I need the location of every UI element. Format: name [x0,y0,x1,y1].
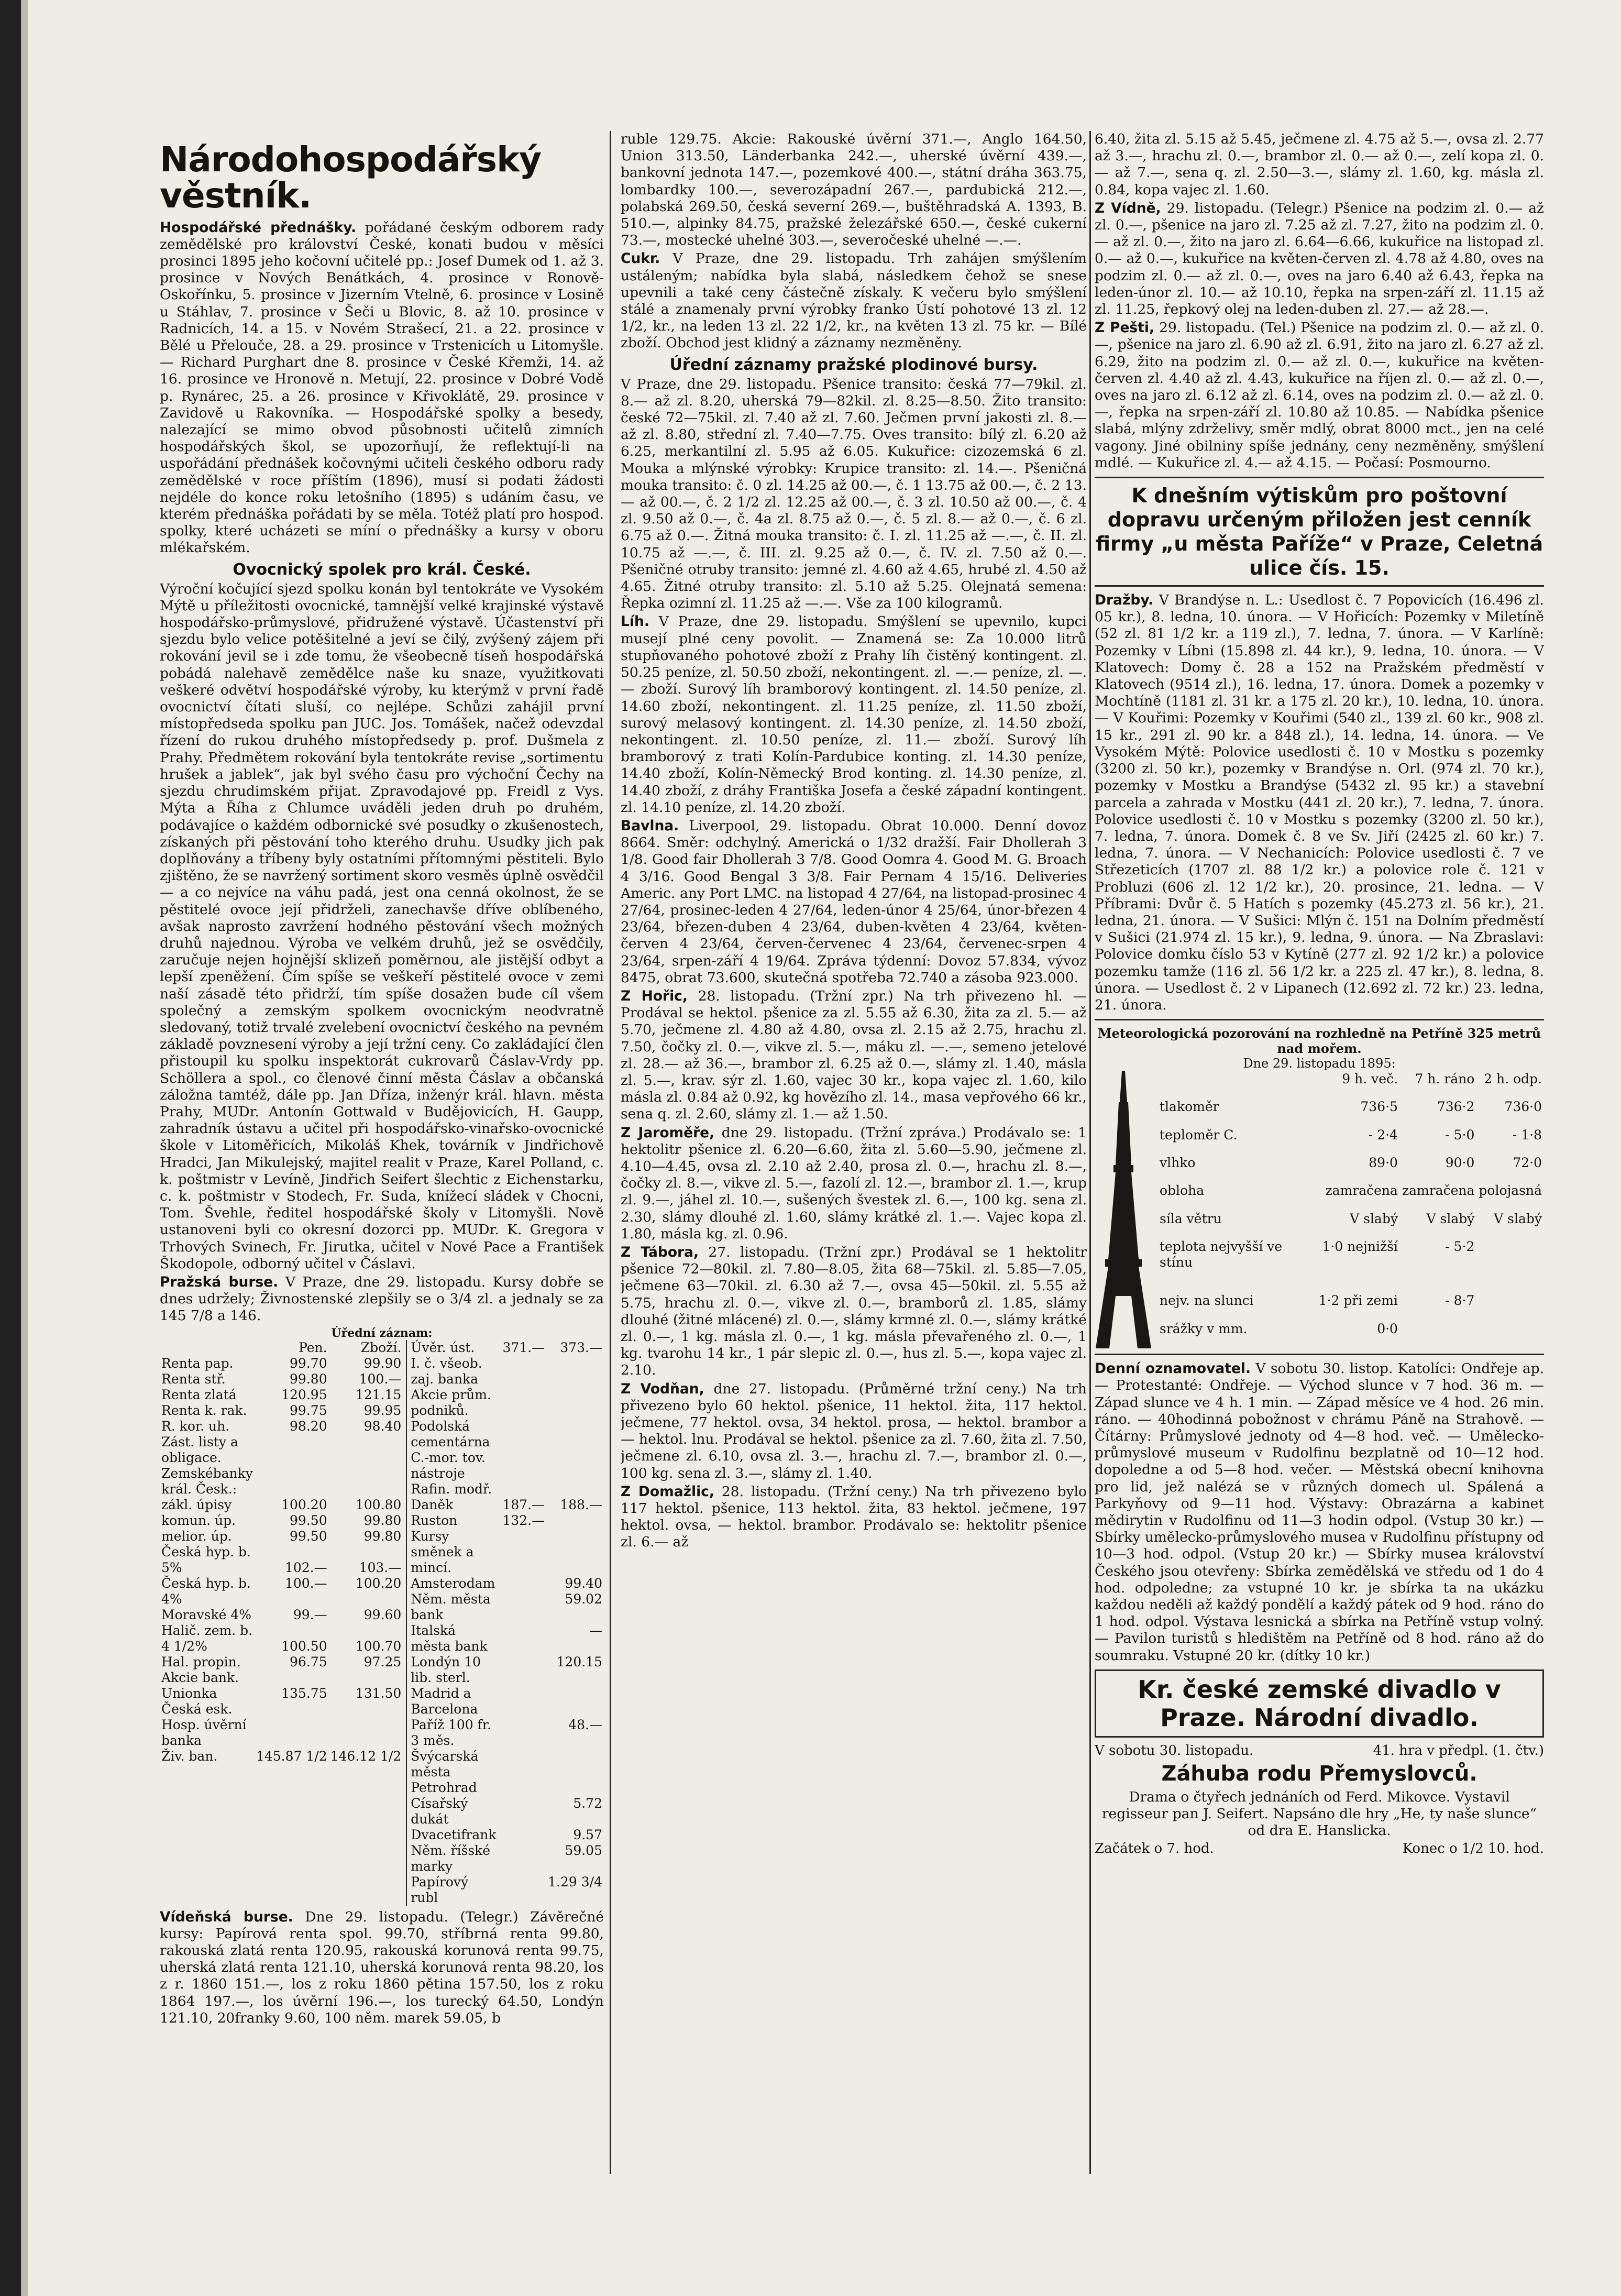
row-value: 99.40 [565,1575,602,1591]
column-header: 7 h. ráno [1415,1071,1475,1087]
row-value: 99.— [293,1607,327,1622]
row-value [1400,1321,1476,1348]
table-row [160,1466,403,1497]
row-label: zákl. úpisy [161,1497,232,1512]
play-start: Začátek o 7. hod. [1095,1841,1214,1857]
play-description: Drama o čtyřech jednáních od Ferd. Mikovce. Vystavil regisseur pan J. Seifert. Napsáno dle hry „He, ty naše slunce“ od dra E. Hanslicka. [1101,1788,1537,1839]
row-label: Něm. města bank [411,1591,491,1622]
row-value: 736·0 [1504,1099,1542,1115]
row-value [546,1450,604,1481]
row-value: 100.20 [281,1497,327,1512]
row-value: V slabý [1426,1211,1475,1226]
article-text: V Brandýse n. L.: Usedlost č. 7 Popovicích (16.496 zl. 05 kr.), 8. ledna, 10. února. — V Hořicích: Pozemky v Miletíně (52 zl. 81 1/2 kr. a 119 zl.), 7. ledna, 7. února. — V Karlíně: Pozemky v Líbni (15.898 zl. 44 kr.), 9. ledna, 10. února. — V Klatovech: Domy č. 28 a 152 na Pražském předměstí v Klatovech (9514 zl.), 16. ledna, 17. února. Domek a pozemky v Mochtíně (1181 zl. 31 kr. a 175 zl. 20 kr.), 10. ledna, 10. února. — V Kouřimi: Pozemky v Kouřimi (540 zl., 139 zl. 60 kr., 908 zl. 15 kr., 291 zl. 90 kr. a 848 zl.), 14. ledna, 14. února. — Ve Vysokém Mýtě: Polovice usedlosti č. 10 v Mostku s pozemky (3200 zl. 50 kr.), pozemky v Brandýse n. Orl. (974 zl. 70 kr.), pozemky v Mostku a Brandýse (5432 zl. 95 kr.) a stavební parcela a zahrada v Mostku (441 zl. 20 kr.), 7. ledna, 7. února. Polovice usedlosti č. 10 v Mostku s pozemky (3200 zl. 50 kr.), 7. ledna, 7. února. Domek č. 8 ve Sv. Jiří (2425 zl. 60 kr.) 7. ledna, 7. února. — V Nechanicích: Polovice usedlosti č. 7 ve Střezeticích (1707 zl. 88 1/2 kr.) a polovice role č. 121 v Probluzi (606 zl. 12 1/2 kr.), 20. prosince, 21. ledna. — V Příbrami: Dvůr č. 5 Hatích s pozemky (45.273 zl. 56 kr.), 21. ledna, 21. února. — V Sušici: Mlýn č. 151 na Dolním předměstí v Sušici (21.974 zl. 15 kr.), 9. ledna, 9. února. — Na Zbraslavi: Polovice domku číslo 53 v Kytíně (277 zl. 92 1/2 kr.) a polovice pozemku tamže (116 zl. 56 1/2 kr. a 225 zl. 47 kr.), 8. ledna, 8. února. — Usedlost č. 2 v Lipanech (12.692 zl. 72 kr.) 23. ledna, 21. února. [1095,592,1544,1013]
row-value [255,1434,329,1466]
article-domazlice [621,1484,1087,1551]
row-value: 371.— [502,1339,545,1355]
table-row [409,1450,604,1481]
row-value [501,1874,546,1906]
table-row [160,1576,403,1607]
row-label: obloha [1160,1183,1205,1199]
article-text: 29. listopadu. (Telegr.) Pšenice na podzim zl. 0.— až zl. 0.—, pšenice na jaro zl. 7.25 až zl. 7.27, žito na podzim zl. 0.— až zl. 0.—, žito na jaro zl. 6.64—6.66, kukuřice na listopad zl. 0.— až 0.—, kukuřice na květen-červen zl. 4.78 až 4.80, oves na podzim zl. 0.— až zl. 0.—, oves na jaro 6.40 až 6.43, řepka na leden-únor zl. 10.— až 10.10, řepka na srpen-září zl. 11.15 až zl. 11.25, řepkový olej na leden-duben zl. 27.— až 28.—. [1095,200,1544,318]
article-heading: Úřední záznamy pražské plodinové bursy. [669,355,1038,374]
row-label: Papírový rubl [411,1874,469,1905]
row-label: melior. úp. [161,1528,232,1544]
table-row [409,1717,604,1749]
row-value: 99.70 [290,1355,327,1371]
article-heading: Ovocnický spolek pro král. České. [233,560,531,579]
row-value: 188.— [560,1497,602,1512]
row-label: tlakoměr [1160,1099,1219,1115]
meteo-row [1157,1127,1544,1155]
table-row [409,1796,604,1827]
table-row [160,1419,403,1434]
row-value [255,1670,329,1686]
divider [1095,1354,1544,1355]
article-vodnany [621,1381,1087,1482]
table-row [160,1497,403,1513]
row-value: 99.80 [363,1528,402,1544]
exchange-table [160,1340,604,1906]
row-value: 100.80 [355,1497,402,1512]
row-value: - 2·4 [1368,1127,1398,1142]
article-text: V Praze, dne 29. listopadu. Pšenice transito: česká 77—79kil. zl. 8.— až zl. 8.20, uherská 79—82kil. zl. 8.25—8.50. Žito transito: české 72—75kil. zl. 7.40 až zl. 7.60. Ječmen první jakosti zl. 8.— až zl. 8.80, střední zl. 7.40—7.75. Oves transito: bílý zl. 6.20 až 6.25, merkantilní zl. 5.95 až 6.05. Kukuřice: cizozemská 6 zl. Mouka a mlýnské výrobky: Krupice transito: zl. 14.—. Pšeničná mouka transito: č. 0 zl. 14.25 až 00.—, č. 1 13.75 až 00.—, č. 2 13.— až 00.—, č. 2 1/2 zl. 12.25 až 00.—, č. 3 zl. 10.50 až 00.—, č. 4 zl. 9.50 až 0.—, č. 4a zl. 8.75 až 0.—, č. 5 zl. 8.— až 0.—, č. 6 zl. 6.75 až 0.—. Žitná mouka transito: č. I. zl. 11.25 až —.—, č. II. zl. 10.75 až —.—, č. III. zl. 9.25 až 0.—, č. IV. zl. 7.50 až 0.—. Pšeničné otruby transito: jemné zl. 4.60 až 4.65, hrubé zl. 4.50 až 4.65. Žitné otruby transito: zl. 5.10 až 5.25. Olejnatá semena: Řepka ozimní zl. 11.25 až —.—. Vše za 100 kilogramů. [621,376,1087,612]
row-value: 98.40 [363,1418,402,1434]
row-value: 102.— [284,1559,327,1575]
row-value [501,1387,546,1419]
row-value [329,1466,403,1497]
article-text: Liverpool, 29. listopadu. Obrat 10.000. Denní dovoz 8664. Směr: odchylný. Americká o 1/32 dražší. Fair Dhollerah 3 1/8. Good fair Dhollerah 3 7/8. Good Oomra 4. Good M. G. Broach 4 3/16. Good Bengal 3 3/8. Fair Pernam 4 15/16. Deliveries Americ. any Port LMC. na listopad 4 27/64, na listopad-prosinec 4 27/64, prosinec-leden 4 27/64, leden-únor 4 25/64, únor-březen 4 23/64, březen-duben 4 23/64, duben-květen 4 23/64, květen-červen 4 23/64, červen-červenec 4 23/64, červenec-srpen 4 23/64, srpen-září 4 19/64. Zpráva týdenní: Dovoz 57.834, vývoz 8475, obrat 73.600, skutečná spotřeba 72.740 a zásoba 923.000. [621,817,1087,986]
row-value [255,1701,329,1717]
table-row [409,1623,604,1654]
row-value: 96.75 [290,1654,327,1669]
article-text: dne 29. listopadu. (Tržní zpráva.) Prodávalo se: 1 hektolitr pšenice zl. 6.20—6.60, žita zl. 5.60—5.90, ječmene zl. 4.10—4.45, ovsa zl. 2.10 až 2.40, prosa zl. 0.—, hrachu zl. 8.—, čočky zl. 8.—, vikve zl. 5.—, fazolí zl. 12.—, brambor zl. 1.—, krup zl. 9.—, jáhel zl. 10.—, sušených švestek zl. 6.—, 100 kg. sena zl. 2.30, slámy dlouhé zl. 1.60, slámy krátké zl. 1.—. Vajec kopa zl. 1.80, másla kg. zl. 0.96. [621,1124,1087,1242]
article-heading: Vídeňská burse. [160,1908,293,1925]
column-1 [160,131,604,2028]
table-row [409,1591,604,1623]
play-title: Záhuba rodu Přemyslovců. [1161,1761,1477,1786]
meteo-row [1157,1098,1544,1126]
row-value [501,1481,546,1497]
article-text: V Praze, dne 29. listopadu. Smýšlení se upevnilo, kupci musejí plné ceny povolit. — Znamená se: Za 10.000 litrů stupňovaného pohotové zboží z Prahy líh čistěný kontingent. zl. 50.25 peníze, zl. 50.50 zboží, nekontingent. zl. —.— peníze, zl. —.— zboží. Surový líh bramborový kontingent. zl. 14.50 peníze, zl. 14.60 zboží, nekontingent. zl. 11.25 peníze, zl. 11.50 zboží, surový melasový kontingent. zl. 14.30 peníze, zl. 14.50 zboží, nekontingent. zl. 10.50 peníze, zl. 11.— zboží. Surový líh bramborový z trati Kolín-Pardubice konting. zl. 14.30 peníze, 14.40 zboží, Kolín-Německý Brod konting. zl. 14.30 peníze, zl. 14.40 zboží, z dráhy Františka Josefa a české západní kontingent. zl. 14.10 peníze, zl. 14.20 zboží. [621,613,1087,816]
article-heading: Z Domažlic, [621,1483,714,1500]
article-heading: Z Jaroměře, [621,1124,715,1141]
article-heading: Cukr. [621,250,660,267]
row-value: 89·0 [1369,1155,1398,1171]
row-label: Česká esk. [161,1701,233,1717]
row-value: 5.72 [573,1795,602,1811]
row-value [501,1780,546,1796]
article-text: Dne 29. listopadu. (Telegr.) Závěrečné kursy: Papírová renta spol. 99.70, stříbrná renta 99.80, rakouská zlatá renta 120.95, rakouská korunová renta 99.75, uherská zlatá renta 121.10, uherská korunová renta 98.20, los z r. 1860 151.—, los z roku 1860 pětina 157.50, los z roku 1864 197.—, los úvěrní 196.—, los turecký 64.50, Londýn 121.10, 20franky 9.60, 100 něm. marek 59.05, b [160,1908,604,2026]
table-row [160,1356,403,1371]
theatre-box [1095,1669,1544,1738]
article-text: dne 27. listopadu. (Průměrné tržní ceny.) Na trh přivezeno bylo 60 hektol. pšenice, 11 hektol. žita, 117 hektol. ječmene, 77 hektol. ovsa, 34 hektol. prosa, — hektol. brambor a — hektol. lnu. Prodával se hektol. pšenice za zl. 7.60, žita zl. 7.50, ječmene zl. 6.10, ovsa zl. 3.—, hrachu zl. 7.—, brambor zl. 0.—, 100 kg. sena zl. 3.—, slámy zl. 1.40. [621,1380,1087,1481]
row-value: 99.75 [290,1402,327,1418]
row-label: Podolská cementárna [411,1418,490,1449]
column-3 [1095,131,1544,1856]
row-value [501,1450,546,1481]
column-rule [1089,131,1091,2174]
article-text: pořádané českým odborem rady zemědělské pro království České, konati budou v měsíci prosinci 1895 jeho kočovní učitelé pp.: Josef Dumek od 1. až 3. prosince v Nových Benátkách, 4. prosince v Ronově-Oskořínku, 5. prosince v Jizerním Vtelně, 6. prosince v Losině u Stáhlav, 7. prosince v Šeči u Blovic, 8. až 10. prosince v Radnicích, 14. a 15. v Novém Strašecí, 21. a 22. prosince v Bělé u Přelouče, 28. a 29. prosince v Trstenicích u Litomyšle. — Richard Purghart dne 8. prosince v České Křemži, 14. až 16. prosince ve Hronově n. Metují, 22. prosince v Dobré Vodě p. Rynárec, 25. a 26. prosince v Křivoklátě, 29. prosince v Zavidově u Rakovníka. — Hospodářské spolky a besedy, nalezající se mimo obvod působnosti učitelů zimních hospodářských škol, se upozorňují, že reflektují-li na uspořádání přednášek kočovnými učiteli českého odboru rady zemědělské v roce příštím (1896), musí si podati žádosti nejdéle do konce roku letošního (1895) s udáním času, ve kterém přednáška pořádati by se měla. Totéž platí pro hospod. spolky, které ucházeti se míní o přednášky a kursy v oboru mlékařském. [160,219,604,556]
row-value [501,1591,546,1623]
row-label: Dvacetifrank [411,1827,497,1842]
row-value [255,1623,329,1639]
row-label: teploměr C. [1160,1127,1238,1142]
row-value: 146.12 1/2 [330,1748,402,1764]
row-label: Moravské 4% [161,1607,252,1622]
row-value: 99.50 [290,1528,327,1544]
article-heading: Líh. [621,613,649,630]
row-label: Rafin. modř. [411,1481,492,1497]
row-value [501,1827,546,1843]
row-value [255,1717,329,1749]
theatre-date: V sobotu 30. listopadu. [1095,1742,1254,1759]
row-label: Živ. ban. [161,1748,218,1764]
table-title: Úřední záznam: [331,1326,433,1340]
row-value: 99.95 [363,1402,402,1418]
table-row [409,1481,604,1497]
table-row [160,1670,403,1686]
row-value [546,1481,604,1497]
divider [1095,1019,1544,1020]
meteo-row [1157,1292,1544,1320]
row-label: Renta zlatá [161,1387,237,1402]
article-heading: Z Tábora, [621,1244,699,1260]
article-auctions [1095,592,1544,1014]
meteo-row [1157,1155,1544,1182]
row-value: 187.— [502,1497,545,1512]
meteo-table [1157,1071,1544,1348]
table-row [160,1686,403,1701]
row-value [546,1686,604,1717]
row-value: 48.— [568,1717,602,1732]
row-label: Unionka [161,1685,217,1701]
article-text: ruble 129.75. Akcie: Rakouské úvěrní 371.—, Anglo 164.50, Union 313.50, Länderbanka 242.—, uherské úvěrní 439.—, bankovní jednota 147.—, pozemkové 400.—, státní dráha 363.75, lombardky 100.—, severozápadní 267.—, pardubická 212.—, polabská 269.50, česká severní 269.—, buštěhradská A. 1393, B. 510.—, alpinky 84.75, pražské železářské 650.—, české cukerní 73.—, mostecké uhelné 303.—, severočeské uhelné —.—. [621,131,1087,249]
article-cotton [621,818,1087,986]
row-value: 100.50 [281,1638,327,1654]
row-label: Renta stř. [161,1371,226,1387]
scan-binding-shadow [21,0,28,2296]
row-value [501,1529,546,1576]
table-row [409,1654,604,1686]
row-label: Císařský dukát [411,1795,468,1827]
article-text: Výroční kočující sjezd spolku konán byl tentokráte ve Vysokém Mýtě u příležitosti ovocnické, tamnější velké krajinské výstavě hospodářsko-průmyslové, přidružené výstavě. Účastenství při sjezdu bylo velice potěšitelné a jeví se čilý, zvýšený zájem při rokování jevil se i zde tomu, že všeobecně tíseň hospodářská pobádá nalehavě zemědělce naše ku snaze, využitkovati veškeré odvětví hospodářské výroby, ku kterýmž v první řadě ovocnictví čítati sluší, co nejlépe. Schůzi zahájil první místopředseda spolku pan JUC. Jos. Tomášek, načež odevzdal řízení do rukou druhého místopředsedy p. prof. Dušmela z Prahy. Předmětem rokování byla tentokráte revise „sortimentu hrušek a jablek“, jak byl svého času pro výchoční Čechy na sjezdu chrudimském přijat. Zpravodajové pp. Freidl z Vys. Mýta a Říha z Chlumce uváděli jeden druh po druhém, podávajíce o každém odbornické své posudky o zkušenostech, získaných při pěstování toho kterého druhu. Usudky jich pak doplňovány a tříbeny byly ostatními přítomnými pěstiteli. Bylo zjištěno, že se navržený sortiment skoro vesměs úplně osvědčil — a co nejvíce na váhu padá, jest ona cenná okolnost, že se pěstitelé ovoce její přidrželi, zanechavše dříve oblíbeného, avšak naprosto zavržení hodného pěstování všech možných druhů najednou. Výroba ve velkém druhů, jež se osvědčily, zaručuje nejen hojnější sklizeň poměrnou, ale jistější odbyt a lepší zpeněžení. Čím spíše se veškeří pěstitelé ovoce v zemi naší zásadě této přidrží, tím spíše dosažen bude cíl všem společný a zemským spolkem ovocnickým neodvratně sledovaný, totiž trvalé zvelebení ovocnictví českého na pevném základě povznesení výroby a její tržní ceny. Co zakládající člen přistoupil ku spolku inspektorát cukrovarů Čáslav-Vrdy pp. Schöllera a spol., co členové činní města Čáslav a občanská záložna tamtéž, dále pp. Jan Dříza, inženýr král. hlavn. města Prahy, MUDr. Antonín Gottwald v Budějovicích, H. Gaupp, zahradník ústavu a učitel při hospodářsko-vinařsko-ovocnické škole v Litoměřicích, Mikoláš Khek, továrník v Jindřichově Hradci, Jan Mikulejský, majitel realit v Praze, Karel Polland, c. k. poštmistr v Levíně, Jindřich Seifert šlechtic z Eichenstarku, c. k. poštmistr v Stodech, Fr. Suda, knížecí sládek v Chocni, Tom. Švehle, ředitel hospodářské školy v Litomyšli. Nově ustanoveni byli co okresní dozorci pp. MUDr. K. Gregora v Trhových Svinech, Fr. Jirutka, učitel v Nové Pace a František Škodopole, odborný učitel v Čáslavi. [160,580,604,1272]
row-value: 100.— [284,1575,327,1591]
article-heading: Hospodářské přednášky. [160,219,357,236]
table-row [160,1387,403,1403]
row-label: Londýn 10 lib. sterl. [411,1654,481,1685]
row-value: 131.50 [355,1685,402,1701]
row-label: I. č. všeob. zaj. banka [411,1355,482,1387]
table-row [160,1701,403,1717]
table-row [160,1654,403,1670]
table-row [160,1560,403,1576]
table-row [409,1513,604,1529]
article-horice [621,988,1087,1123]
row-label: Úvěr. úst. [411,1339,475,1355]
table-row [160,1749,403,1764]
row-label: Hosp. úvěrní banka [161,1717,247,1748]
petrin-tower-icon [1095,1071,1152,1348]
table-row [160,1623,403,1639]
row-label: Akcie prům. podniků. [411,1387,491,1418]
article-heading: Z Vídně, [1095,200,1161,216]
row-value [329,1701,403,1717]
row-label: síla větru [1160,1211,1222,1226]
article-spirits [621,613,1087,816]
row-label: nejv. na slunci [1160,1293,1254,1309]
row-label: 5% [161,1559,182,1575]
table-row [409,1497,604,1513]
row-value [546,1529,604,1576]
table-row [409,1843,604,1874]
row-label: vlhko [1160,1155,1196,1171]
article-text: 29. listopadu. (Tel.) Pšenice na podzim zl. 0.— až zl. 0.—, pšenice na jaro zl. 6.90 až zl. 6.91, žito na jaro zl. 6.27 až zl. 6.29, žito na podzim zl. 0.— až zl. 0.—, kukuřice na květen-červen zl. 4.40 až zl. 4.43, kukuřice na říjen zl. 0.— až zl. 0.—, oves na jaro zl. 6.12 až zl. 6.14, oves na podzim zl. 0.— až zl. 0.—, řepka na srpen-září zl. 10.80 až 10.85. — Nabídka pšenice slabá, mlýny zdrželivy, směr mdlý, obrat 8000 mct., jen na celé vagony. Jiné obilniny spíše jednány, ceny nezměněny, smýšlení mdlé. — Kukuřice zl. 4.— až 4.15. — Počasí: Posmourno. [1095,320,1544,471]
divider [1095,477,1544,478]
row-label: Amsterodam [411,1575,495,1591]
row-label: Renta k. rak. [161,1402,247,1418]
theatre-title: Kr. české zemské divadlo v Praze. Národní divadlo. [1138,1675,1501,1732]
row-value [329,1717,403,1749]
table-row [160,1607,403,1623]
row-value [255,1466,329,1497]
row-value [546,1780,604,1796]
row-label: Madrid a Barcelona [411,1685,478,1717]
row-label: srážky v mm. [1160,1321,1248,1336]
row-value [329,1544,403,1560]
row-value [255,1544,329,1560]
row-label: Švýcarská města [411,1748,479,1779]
row-label: Kursy směnek a mincí. [411,1528,474,1575]
row-label: Renta pap. [161,1355,234,1371]
row-label: Něm. říšské marky [411,1842,491,1874]
advert-price-list: K dnešním výtiskům pro poštovní dopravu určeným přiložen jest cenník firmy „u města Paříže“ v Praze, Celetná ulice čís. 15. [1095,484,1543,580]
row-value: polojasná [1479,1183,1542,1199]
article-heading: Z Hořic, [621,987,688,1004]
row-value: 98.20 [290,1418,327,1434]
row-value: 99.90 [363,1355,402,1371]
article-text: 27. listopadu. (Tržní zpr.) Prodával se 1 hektolitr pšenice 72—80kil. zl. 7.80—8.05, žita 68—75kil. zl. 5.85—7.05, ječmene 63—70kil. zl. 6.30 až 7.—, ovsa 45—50kil. zl. 5.55 až 5.75, hrachu zl. 0.—, vikve zl. 0.—, bramborů zl. 1.85, slámy dlouhé (žitné mlácené) zl. 0.—, slámy krmné zl. 0.—, slámy krátké zl. 0.—, 1 kg. másla zl. 0.—, 1 kg. másla převařeného zl. 0.—, 1 kg. tvarohu 14 kr., 1 pár slepic zl. 0.—, hus zl. 5.—, kopa vajec zl. 2.10. [621,1244,1087,1379]
column-header: Pen. [299,1339,327,1355]
table-row [409,1749,604,1780]
article-vienna [1095,200,1544,318]
scan-binding-edge [0,0,21,2296]
meteo-block [1095,1071,1544,1348]
row-value: 100.20 [355,1575,402,1591]
row-value: 145.87 1/2 [256,1748,327,1764]
section-masthead: Národohospodářský věstník. [160,139,541,216]
row-value [546,1513,604,1529]
table-row [160,1544,403,1560]
row-label: R. kor. uh. [161,1418,230,1434]
row-value [501,1717,546,1749]
meteo-row [1157,1182,1544,1210]
table-row [160,1403,403,1419]
row-label: Ruston [411,1512,458,1528]
row-label: Zást. listy a obligace. [161,1434,238,1465]
row-value: 132.— [502,1512,545,1528]
row-label: Zemskébanky král. Česk.: [161,1465,253,1497]
table-row [160,1513,403,1529]
row-label: Česká hyp. b. [161,1544,251,1559]
row-value: 72·0 [1513,1155,1542,1171]
row-value [501,1749,546,1780]
row-value [329,1670,403,1686]
table-row [409,1387,604,1419]
row-value: - 1·8 [1512,1127,1542,1142]
row-value: 121.15 [355,1387,402,1402]
article-text: 28. listopadu. (Tržní ceny.) Na trh přivezeno bylo 117 hektol. pšenice, 113 hektol. žita, 83 hektol. ječmene, 197 hektol. ovsa, — hektol. brambor. Prodávalo se: hektolitr pšenice zl. 6.— až [621,1483,1087,1551]
meteo-row [1157,1211,1544,1238]
article-jaromer [621,1125,1087,1243]
row-value [546,1419,604,1450]
row-value: 97.25 [363,1654,402,1669]
meteo-row [1157,1321,1544,1348]
row-label: Halič. zem. b. [161,1622,253,1638]
column-header: Zboží. [360,1339,402,1355]
meteo-date: Dne 29. listopadu 1895: [1243,1056,1396,1071]
column-header: 9 h. več. [1342,1071,1398,1087]
theatre-subscription: 41. hra v předpl. (1. čtv.) [1373,1742,1544,1759]
row-value: 373.— [560,1339,602,1355]
table-row [160,1529,403,1544]
column-2 [621,131,1087,1553]
article-text: 28. listopadu. (Tržní zpr.) Na trh přivezeno hl. — Prodával se hektol. pšenice za zl. 5.55 až 6.30, žita za zl. 5.— až 5.70, ječmene zl. 4.80 až 4.80, ovsa zl. 2.15 až 2.75, hrachu zl. 7.50, čočky zl. 0.—, vikve zl. 5.—, máku zl. —.—, semeno jetelové zl. 28.— až 36.—, brambor zl. 6.25 až 0.—, slámy zl. 1.40, másla zl. 5.—, krav. sýr zl. 1.60, vajec 30 kr., kopa vajec zl. 1.60, kilo másla zl. 0.84 až 0.92, kg hovězího zl. 14., masa vepřového 66 kr., sena q. zl. 2.60, slámy zl. 1.— až 1.50. [621,987,1087,1123]
row-label: Hal. propin. [161,1654,241,1669]
column-rule [610,131,611,2174]
table-row [409,1529,604,1576]
row-value [546,1387,604,1419]
article-text: V Praze, dne 29. listopadu. Kursy dobře se dnes udržely; Živnostenské zlepšily se o 3/4 zl. a jednaly se za 145 7/8 a 146. [160,1273,604,1324]
row-label: C.-mor. tov. nástroje [411,1449,486,1481]
row-value [501,1419,546,1450]
row-value: 1·0 nejnižší [1322,1239,1398,1255]
table-row [409,1340,604,1356]
row-value [501,1356,546,1387]
article-heading: Bavlna. [621,817,679,834]
table-row [160,1371,403,1387]
row-value: 736·5 [1360,1099,1398,1115]
row-value: 59.02 [565,1591,602,1607]
row-value: 59.05 [565,1842,602,1858]
row-label: Akcie bank. [161,1669,239,1685]
row-value: 9.57 [573,1827,602,1842]
row-value: - 5·0 [1445,1127,1475,1142]
article-text: V sobotu 30. listop. Katolíci: Ondřeje ap. — Protestanté: Ondřeje. — Východ slunce v 7 hod. 36 m. — Západ slunce ve 4 h. 1 min. — Západ měsíce ve 4 hod. 26 min. ráno. — 40hodinná pobožnost v chrámu Páně na Strahově. — Čítárny: Průmyslové jednoty od 4—8 hod. več. — Umělecko-průmyslové museum v Rudolfinu bezplatně od 10—12 hod. dopoledne a od 5—8 hod. večer. — Městská obecní knihovna pro lid, jež nalézá se v různých domech ul. Spálená a Parkyňovy od 9—11 hod. Výstavy: Obrazárna a kabinet mědirytin v Rudolfinu od 11—3 hodin odpol. (Vstup 30 kr.) — Sbírky umělecko-průmyslového musea v Rudolfinu přístupny od 10—3 hod. odpol. (Vstup 20 kr.) — Sbírky musea království Českého jsou otevřeny: Sbírka zemědělská ve středu od 1 do 4 hod. odpoledne; za vstupné 10 kr. je sbírka ta na ukázku každou neděli až každý pondělí a každý pátek od 9 hod. ráno do 1 hod. odpol. Výstava lesnická a sbírka na Petříně vstup volný. — Pavilon turistů s hledištěm na Petříně od 8 hod. ráno až do soumraku. Vstupné 20 kr. (dítky 10 kr.) [1095,1360,1544,1664]
row-value [546,1356,604,1387]
meteo-row [1157,1238,1544,1292]
article-prague-exchange [160,1274,604,1325]
row-value: zamračena [1325,1183,1398,1199]
article-heading: Z Pešti, [1095,320,1155,336]
theatre-info [1095,1743,1544,1759]
row-value: 100.— [359,1371,402,1387]
article-lectures [160,219,604,557]
row-value: 99.80 [290,1371,327,1387]
table-row [160,1434,403,1466]
article-heading: Denní oznamovatel. [1095,1360,1251,1377]
row-value [329,1623,403,1639]
meteo-title: Meteorologická pozorování na rozhledně na Petříně 325 metrů nad mořem. [1097,1026,1541,1057]
table-row [160,1639,403,1654]
table-row [409,1780,604,1796]
row-value: 99.50 [290,1512,327,1528]
row-value [546,1749,604,1780]
row-value: V slabý [1494,1211,1542,1226]
table-row [409,1874,604,1906]
divider [1095,585,1544,587]
row-value: zamračena [1402,1183,1475,1199]
article-text: 6.40, žita zl. 5.15 až 5.45, ječmene zl. 4.75 až 5.—, ovsa zl. 2.77 až 3.—, hrachu zl. 0.—, brambor zl. 0.— až 0.—, zelí kopa zl. 0.— až 7.—, sena q. zl. 2.50—3.—, slámy zl. 1.60, kg. másla zl. 0.84, kopa vajec zl. 1.60. [1095,131,1544,198]
row-value: 120.15 [556,1654,602,1669]
table-row [409,1356,604,1387]
table-row [409,1419,604,1450]
row-value [501,1796,546,1827]
article-vienna-exchange [160,1909,604,2027]
row-value [501,1576,546,1591]
column-header: 2 h. odp. [1484,1071,1542,1087]
row-label: Česká hyp. b. 4% [161,1575,251,1607]
row-value: 99.80 [363,1512,402,1528]
article-tabor [621,1244,1087,1379]
row-value [501,1654,546,1686]
table-row [160,1717,403,1749]
article-heading: Dražby. [1095,592,1154,609]
table-row [409,1576,604,1591]
row-value: 135.75 [281,1685,327,1701]
play-end: Konec o 1/2 10. hod. [1402,1841,1544,1857]
row-value: 120.95 [281,1387,327,1402]
row-value: 90·0 [1445,1155,1475,1171]
row-label: Paříž 100 fr. 3 měs. [411,1717,492,1748]
table-row [409,1827,604,1843]
row-value: - 8·7 [1445,1293,1475,1309]
row-label: Italská města bank [411,1622,488,1654]
row-value: 103.— [359,1559,402,1575]
row-value: V slabý [1350,1211,1398,1226]
article-heading: Z Vodňan, [621,1380,704,1397]
article-sugar [621,250,1087,351]
article-heading: Pražská burse. [160,1273,279,1290]
row-value: 100.70 [355,1638,402,1654]
row-value [501,1843,546,1874]
row-value [329,1434,403,1466]
row-value: 736·2 [1437,1099,1475,1115]
row-value: — [589,1622,602,1638]
row-label: 4 1/2% [161,1638,207,1654]
table-row [409,1686,604,1717]
row-value: - 5·2 [1445,1239,1475,1255]
row-value [501,1686,546,1717]
row-label: Petrohrad [411,1779,477,1795]
article-text: V Praze, dne 29. listopadu. Trh zahájen smýšlením ustáleným; nabídka byla slabá, následkem čehož se snese upevnili a také ceny částečně získaly. K večeru bylo smýšlení stálé a znamenaly první výrobky franko Ústí pohotové 13 zl. 12 1/2, kr., na leden 13 zl. 22 1/2, kr., na květen 13 zl. 75 kr. — Bílé zboží. Obchod jest klidný a záznamy nezměněny. [621,250,1087,351]
row-label: Daněk [411,1497,454,1512]
row-value: 1·2 při zemi [1318,1293,1398,1309]
row-value: 99.60 [363,1607,402,1622]
play-times [1095,1841,1544,1856]
row-label: teplota nejvyšší ve stínu [1160,1239,1283,1270]
article-daily [1095,1360,1544,1664]
row-value: 0·0 [1377,1321,1398,1336]
article-pest [1095,320,1544,471]
row-value [501,1623,546,1654]
row-value: 1.29 3/4 [548,1874,602,1889]
row-label: komun. úp. [161,1512,236,1528]
